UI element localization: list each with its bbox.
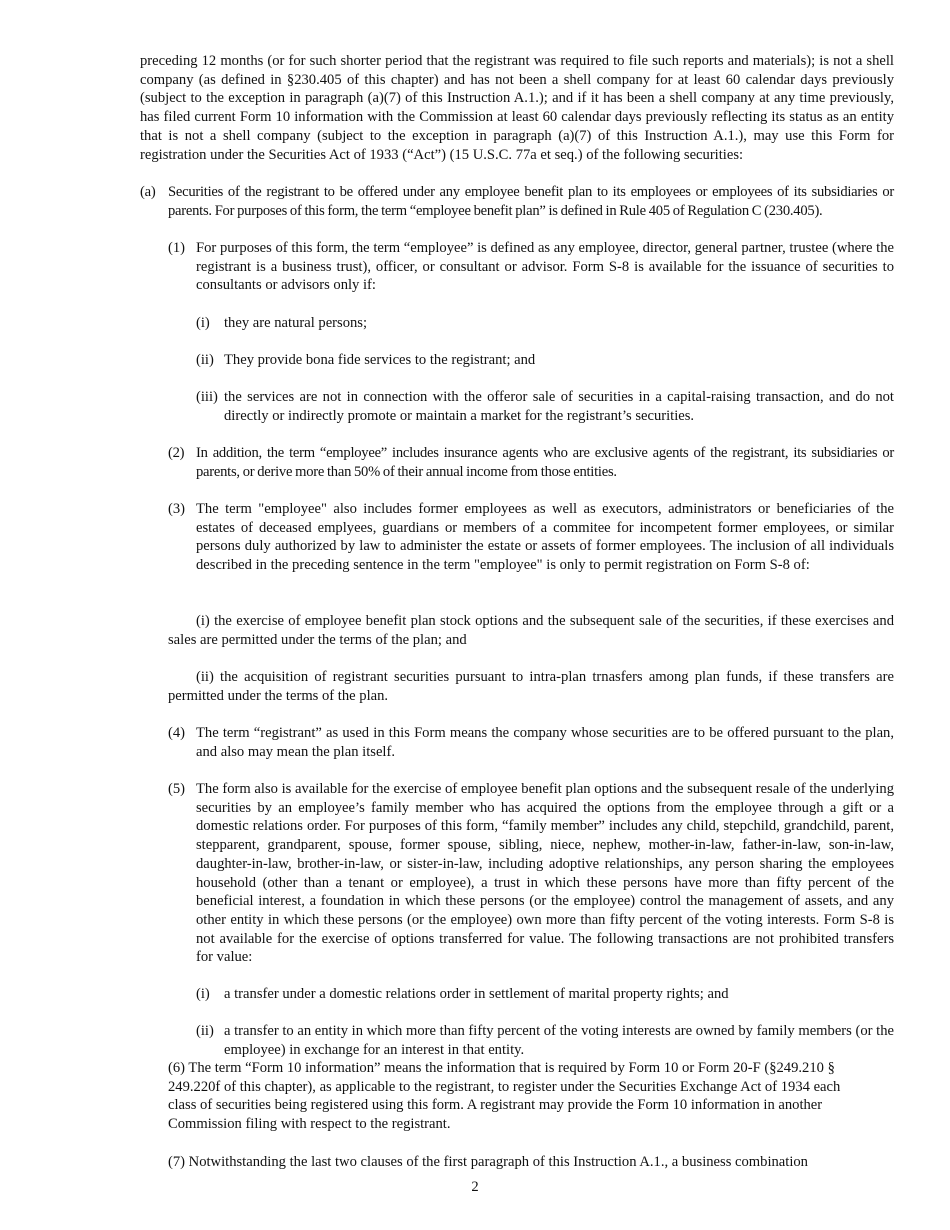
paragraph-5-label: (5) (168, 781, 186, 797)
paragraph-5-i (196, 985, 894, 1004)
paragraph-5 (168, 780, 894, 967)
paragraph-7: (7) Notwithstanding the last two clauses of the first paragraph of this Instruction A.1., a business combination (168, 1154, 808, 1170)
paragraph-3 (168, 500, 894, 575)
paragraph-5-ii-label: (ii) (196, 1023, 214, 1039)
paragraph-3-label: (3) (168, 501, 186, 517)
paragraph-5-i-text: a transfer under a domestic relations order in settlement of marital property rights; and (224, 986, 729, 1002)
paragraph-3-ii: (ii) the acquisition of registrant securities pursuant to intra-plan trnasfers among plan funds, if these transfers are permitted under the terms of the plan. (168, 669, 894, 704)
paragraph-1-iii-label: (iii) (196, 389, 218, 405)
paragraph-1-label: (1) (168, 240, 186, 256)
paragraph-1 (168, 239, 894, 295)
section-a-text: Securities of the registrant to be offered under any employee benefit plan to its employees or employees of its subsidiaries or parents. For purposes of this form, the term “employee benefit plan” is defined in Rule 405 of Regulation C (230.405). (168, 184, 894, 219)
paragraph-4 (168, 724, 894, 761)
paragraph-2-label: (2) (168, 445, 185, 461)
paragraph-4-text: The term “registrant” as used in this Form means the company whose securities are to be offered pursuant to the plan, and also may mean the plan itself. (196, 725, 894, 760)
intro-paragraph: preceding 12 months (or for such shorter period that the registrant was required to file such reports and materials); is not a shell company (as defined in §230.405 of this chapter) and has not been a shell company for at least 60 calendar days previously (subject to the exception in paragraph (a)(7) of this Instruction A.1.); and if it has been a shell company at any time previously, has filed current Form 10 information with the Commission at least 60 calendar days previously reflecting its status as an entity that is not a shell company (subject to the exception in paragraph (a)(7) of this Instruction A.1.), may use this Form for registration under the Securities Act of 1933 (“Act”) (15 U.S.C. 77a et seq.) of the following securities: (140, 53, 894, 163)
paragraph-3-i: (i) the exercise of employee benefit plan stock options and the subsequent sale of the securities, if these exercises and sales are permitted under the terms of the plan; and (168, 613, 894, 648)
paragraph-1-ii-label: (ii) (196, 352, 214, 368)
paragraph-1-i-text: they are natural persons; (224, 315, 368, 331)
paragraph-5-ii-text: a transfer to an entity in which more than fifty percent of the voting interests are owned by family members (or the employee) in exchange for an interest in that entity. (224, 1023, 894, 1058)
section-a (140, 183, 894, 220)
paragraph-2 (168, 444, 894, 481)
paragraph-1-text: For purposes of this form, the term “employee” is defined as any employee, director, general partner, trustee (where the registrant is a business trust), officer, or consultant or advisor. Form S-8 is available for the issuance of securities to consultants or advisors only if: (196, 240, 894, 294)
paragraph-3-text: The term "employee" also includes former employees as well as executors, administrators or beneficiaries of the estates of deceased emplyees, guardians or members of a commitee for incompetent former employees, or similar persons duly authorized by law to administer the estate or assets of former employees. The inclusion of all individuals described in the preceding sentence in the term "employee" is only to permit registration on Form S-8 of: (196, 501, 894, 574)
page-number: 2 (471, 1179, 479, 1195)
paragraph-1-ii-text: They provide bona fide services to the registrant; and (224, 352, 536, 368)
paragraph-5-text: The form also is available for the exercise of employee benefit plan options and the subsequent resale of the underlying securities by an employee’s family member who has acquired the options from the employee through a gift or a domestic relations order. For purposes of this form, “family member” includes any child, stepchild, grandchild, parent, stepparent, grandparent, spouse, former spouse, sibling, niece, nephew, mother-in-law, father-in-law, son-in-law, daughter-in-law, brother-in-law, or sister-in-law, including adoptive relationships, any person sharing the employees household (other than a tenant or employee), a trust in which these persons have more than fifty percent of the beneficial interest, a foundation in which these persons (or the employee) control the management of assets, and any other entity in which these persons (or the employee) own more than fifty percent of the voting interests. Form S-8 is not available for the exercise of options transferred for value. The following transactions are not prohibited transfers for value: (196, 781, 894, 966)
paragraph-4-label: (4) (168, 725, 186, 741)
section-a-label: (a) (140, 184, 156, 200)
paragraph-1-iii-text: the services are not in connection with the offeror sale of securities in a capital-raising transaction, and do not directly or indirectly promote or maintain a market for the registrant’s securities. (224, 389, 894, 424)
paragraph-5-i-label: (i) (196, 986, 210, 1002)
paragraph-2-text: In addition, the term “employee” includes insurance agents who are exclusive agents of the registrant, its subsidiaries or parents, or derive more than 50% of their annual income from those entities. (196, 445, 894, 480)
paragraph-1-i-label: (i) (196, 315, 210, 331)
paragraph-5-ii (196, 1022, 894, 1059)
paragraph-1-i (196, 314, 894, 333)
paragraph-1-ii (196, 351, 894, 370)
paragraph-1-iii (196, 388, 894, 425)
paragraph-6: (6) The term “Form 10 information” means the information that is required by Form 10 or Form 20-F (§249.210 § 249.220f of this chapter), as applicable to the registrant, to register under the Securities Exchange Act of 1934 each class of securities being registered using this form. A registrant may provide the Form 10 information in another Commission filing with respect to the registrant. (168, 1060, 841, 1133)
